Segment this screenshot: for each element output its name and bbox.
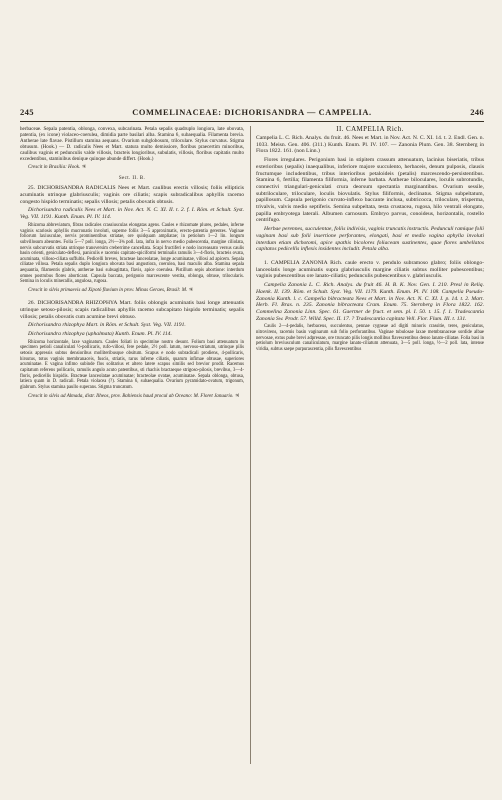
species-25-synonymy: Dichorisandra radicalis Nees et Mart. in Nov. Act. N. C. XI. II. t. 2. f. I. Röm. et Schult. Syst. Veg. VII. 1191. Kunth. Enum. Pl. IV. 114. (20, 207, 244, 221)
column-divider (250, 126, 251, 764)
species-1-diagnosis: 1. CAMPELIA ZANONIA Rich. caule erecto v. pendulo subramoso glabro; foliis oblongo-lanceolatis longe acuminatis supra glabriusculis margine ciliatis subtus molliter pubescentibus; vaginis pubescentibus ore lanato-ciliatis; pedunculis pubescentibus v. glabriusculis. (256, 260, 484, 280)
header-rule (20, 121, 484, 122)
species-26-diagnosis: 26. DICHORISANDRA RHIZOPHYA Mart. foliis oblongis acuminatis basi longe attenuatis utrinque setoso-pilosis; scapis radicalibus aphyllis racemo subcapitato hispido terminatis; sepalis villosis; petalis obovatis cum acumine brevi obtuso. (20, 300, 244, 320)
genus-habit: Herbae perennes, succulentae, foliis indivisis, vaginis truncatis instructis. Pedunculi ramique folii vaginam basi sub folii insertione perforantes, elongati, basi et medio vagina aphylla involuti interdum etiam dichotomi, apice spathis bicolores foliaceam sustinentes, quae flores umbellatos capitatos pedicellis inflexis insidentes includit. Petala alba. (256, 226, 484, 253)
species-26-synonymy-1: Dichorisandra rhizophya Mart. in Röm. et Schult. Syst. Veg. VII. 1191. (28, 322, 186, 329)
species-1-synonymy: Campelia Zanonia L. C. Rich. Analys. du fruit 46. H. B. K. Nov. Gen. I. 210. Presl in Reliq. Haenk. II. 139. Röm. et Schult. Syst. Veg. VII. 1179. Kunth. Enum. Pl. IV. 108. Campelia Pseudo-Zanonia Kunth. l. c. Campelia bibracteata Nees et Mart. in Nov. Act. N. C. XI. I. p. 14. t. 2. Mart. Herb. Fl. Bras. n. 235. Zanonia bibracteata Cram. Enum. 75. Sternberg in Flora 1822. 162. Commelina Zanonia Linn. Spec. 61. Gaertner de fruct. et sem. pl. I. 50. t. 15. f. 1. Tradescantia Zanonia Sw. Prodr. 57. Willd. Spec. II. 17. ? Tradescantia capitata Vell. Flor. Flum. III. t. 131. (256, 282, 484, 322)
running-title: COMMELINACEAE: DICHORISANDRA — CAMPELIA. (132, 108, 372, 117)
page-number-left: 245 (20, 107, 34, 117)
right-column (256, 126, 484, 355)
genus-character: Flores irregulares. Perigonium basi in stipitem crassum attenuatum, lacinius biseriatis, tribus exterioribus (sepalis) inaequalibus, inferiore majore succulento, herbaceis, denum pulposis, clausis fructumque includentibus, tribus interioribus petaloideis (petalis) marcescendo-persistentibus. Stamina 6, fertilia; filamenta filiformia, inferne barbata. Antherae biloculares, loculis subrotundis, connectivi triangulari-geniculati crura deorsum spectantia marginantibus. Ovarium sessile, subtriloculare, triloculare, loculis biovulatis. Stylus filiformis, declinatus. Stigma subpeltatum, papillosum. Capsula perigonio curvato-inflexo baccante inclusa, subtricocca, triloculare, trisperma, trivalvis, valvis medio septiferis. Semina subpeltata, testa crustacea, rugosa, hilo ventrali elongato, papilla embryotega laterali. Albumen carnosum. Embryo parvus, conoideus, horizontalis, rostello centrifugo. (256, 157, 484, 224)
species-26-description: Rhizoma horizontale, laxe vaginatum. Caules foliati in specimine nostro desunt. Folium basi attenuatum in specimen petioli canaliculati ½-pollicaris, rufo-villosi, fere pedale, 2½ poll. latum, nervoso-striatum, utrinque pilis setosis appressis subtus densioribus molliteribusque obsitum. Scapus e nodo subradicali prodiens, 4-pollicaris, hirsutus, totus vaginis membranaceis, fuscis, striatis, rarus inferne ciliatis, quarum infimae obtusae, superiores acuminatae. E vagina infimo subinde flos solitarius et altero latere scapus similis sed brevior prodit. Racemus capitatum referens pollicaris, ramulis angulo acuto patentibus, sti rhachis bractaeque strigoso-pilosis, brevibus, 3—4-floris, pedicellis hispidis. Bracteae lanceolatae acuminatae; bracteolae ovatae, acuminatae. Sepala oblonga, obtusa, latiera quam in D. radicali. Petala violacea (?). Stamina 6, subaequalia. Ovarium pyramidato-ovatum, trigonum, glabrum. Stylus stamina paullo superans. Stigma truncatum. (20, 339, 244, 390)
species-25-locality: Crescit in silvis primaevis ad Xipotó fluvium in prov. Minas Geraes, Brasil: M. ♃ (28, 287, 193, 294)
continued-description: herbaceae. Sepala patentia, oblonga, convexa, subcarinata. Petala sepalis quadruplo longiora, late obovata, patentia, (ex icone) violaceo-coerulea, dimidia parte basilari alba. Stamina 6, subaequalia. Filamenta brevia. Antherae late flavae. Pistillum stamina aequans. Ovarium subglobosum, triloculare. Stylus curvatus. Stigma obtusum. (Hook.) — D. radicalis Nees et Mart. statura multo demissiore, floribus praecertim minoribus, caulibus vaginis et pedunculis valde villosis, bracteis longioribus, subulatis, villosis, floribus capitatis multo excedentibus, staminibus denique quinque abunde differt. (Hook.) (20, 126, 244, 163)
section-heading: Sect. II. B. (118, 176, 146, 182)
species-26-locality: Crescit in silvis ad Almada, distr. Ilheos, prov. Bahiensis haud procul ab Oceano: M. Floret Januario. ♃ (28, 392, 240, 399)
page-number-right: 246 (470, 107, 484, 117)
left-column (20, 126, 244, 401)
species-1-description: Caulis 2—4-pedalis, herbaceus, succulentus, pennae cygneae ad digiti minoris crassitie, teres, geniculatus, nitrovirens, racemis basin vaginarum sub folio perforantibus. Vaginae tubulosae laxae membranaceae sordide albae nervosae, extus pube brevi adpressae, ore truncato pilis longis mollibus flavescentibus denso lanato-ciliatae. Folia basi in petiolum breviusculum canaliculatum, margine lanato-ciliatum attenuata, 3—5 poll. longa, ½—2 poll. lata, intense viridia, subtus saepe purpurascentia, pilis flavescentibus (256, 324, 484, 352)
species-26-synonymy-2: Dichorisandra rhizophya (uphalmata) Kunth. Enum. Pl. IV. 114. (28, 330, 172, 337)
locality-note: Crescit in Brasilia: Hook. ♃ (28, 164, 87, 171)
genus-heading: II. CAMPELIA Rich. (336, 125, 404, 133)
species-25-description: Rhizoma abbreviatum, fibras radicales crassiusculas elongatas agens. Caules e rhizomate plures, pedales, inferne vaginis scariosis aphyllis mucronatis involuti, superne foliis 3—5 approximatis, erecto-patentia gerentes. Vaginae foliorum laxiusculae, nervis prominentibus striatae, ore quidquam ampliatae; in petiolum 1—2 lin. longum subvillosum abeuntes. Folia 5—7 poll. longa, 2½—3¾ poll. lata, infra in nervo medio pubescentia, margine ciliolata, nervis subcurvatis striata utrinque transversim creberrime cancellata. Scapi fructiferi e nodo increassato versus caulis basin orienti, geniculato-deflexi, paniculis e racemis capitato-spiciformi terminalis ramulis 3—4-floris, bracteis ovata, acuminata, villoso-ciliata suffultis. Pedicelli breves, bracteae lanceolatae, longe acuminatae, villosi ad apicem. Sepala ciliatae villosa. Petala sepalis duplo longiora obovata basi angustiora, coerulea, basi maculis alba. Stamina sepala aequantia, filamentis glabris, antherae basi subsagittata, flavis, apice coerulea. Pistillum sepis abortione: interdum omnes postrubus flores aborticant. Capsula baccata, perigonio marcescente vestita, oblonga, obtuse, trilocularis. Semina in loculis minerallis, angulosa, rugosa. (20, 222, 244, 285)
genus-synonymy: Campelia L. C. Rich. Analys. du fruit. 46. Nees et Mart. in Nov. Act. N. C. XI. 14. t. 2. Endl. Gen. n. 1033. Meisn. Gen. 406. (311.) Kunth. Enum. Pl. IV. 107. — Zanonia Plum. Gen. 38. Sternberg in Flora 1822. 161. (non Linn.) (256, 135, 484, 155)
species-25-diagnosis: 25. DICHORISANDRA RADICALIS Nees et Mart. caulibus erectis villosis; foliis ellipticis acuminatis utrinque glabriusculis; vaginis ore ciliatis; scapis subradicalibus aphyllis racemo congesto hispido terminatis; sepalis villosis; petalis obovatis obtusis. (20, 185, 244, 205)
